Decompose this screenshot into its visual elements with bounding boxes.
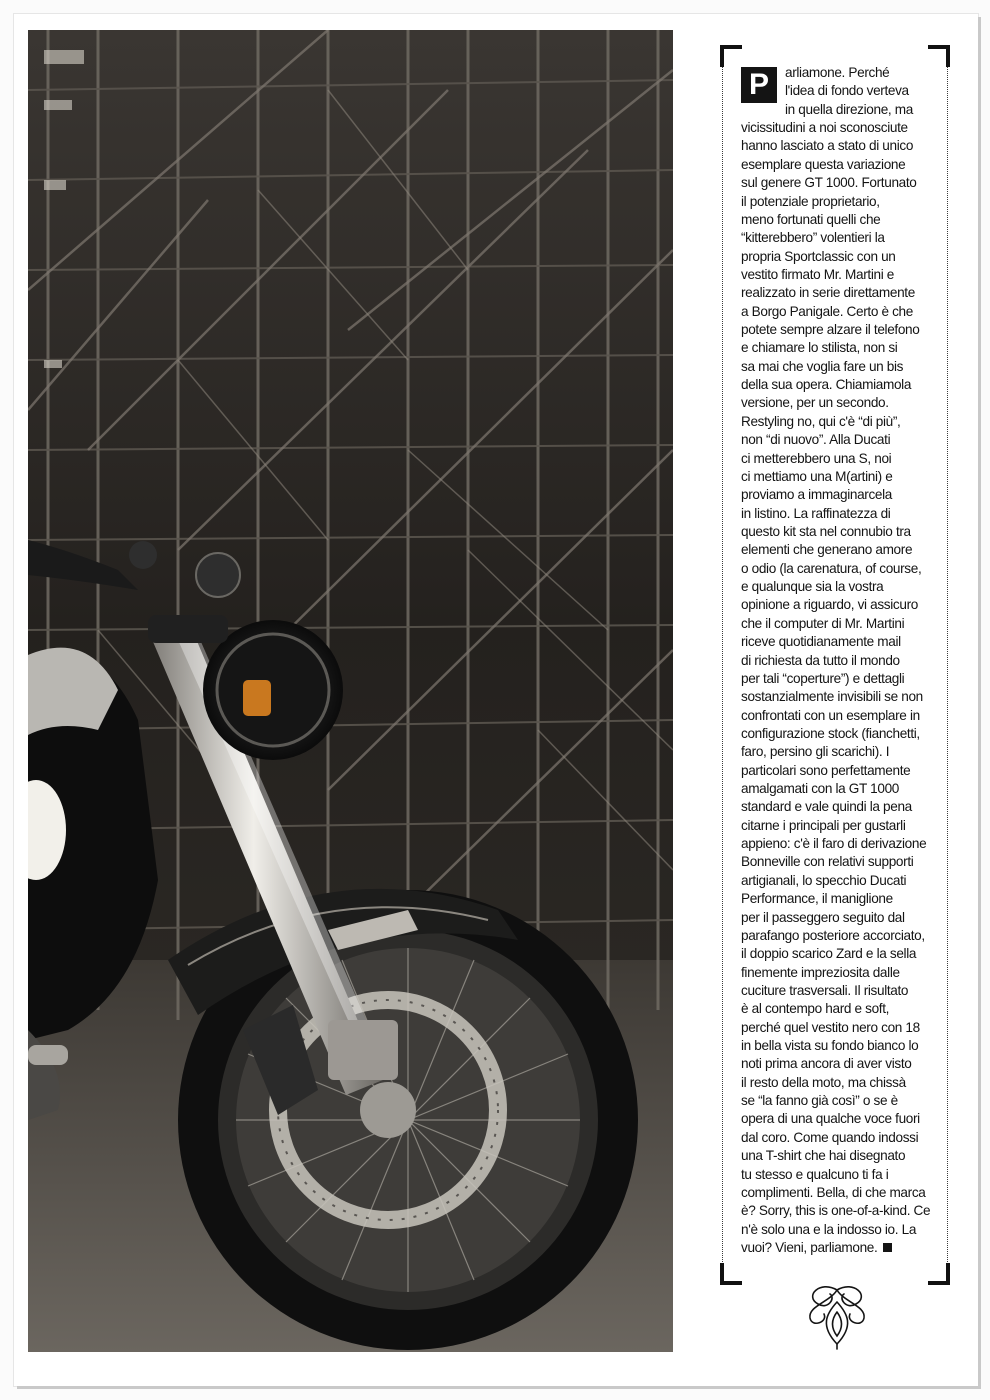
- frame-corner-bottom-right: [928, 1263, 950, 1285]
- article-line: tu stesso e qualcuno ti fa i: [741, 1166, 889, 1182]
- article-line: sa mai che voglia fare un bis: [741, 358, 904, 374]
- article-line: ci metterebbero una S, noi: [741, 450, 892, 466]
- article-line: per il passeggero seguito dal: [741, 909, 905, 925]
- article-last-line-text: vuoi? Vieni, parliamone.: [741, 1240, 878, 1255]
- article-line: potete sempre alzare il telefono: [741, 322, 920, 338]
- article-line: non “di nuovo”. Alla Ducati: [741, 432, 891, 448]
- article-line: in bella vista su fondo bianco lo: [741, 1038, 919, 1054]
- article-line: [741, 1239, 941, 1257]
- article-line: citarne i principali per gustarli: [741, 817, 906, 833]
- article-line: vicissitudini a noi sconosciute: [741, 120, 908, 136]
- article-line: è al contempo hard e soft,: [741, 1001, 890, 1017]
- article-line: questo kit sta nel connubio tra: [741, 523, 911, 539]
- article-line: hanno lasciato a stato di unico: [741, 138, 914, 154]
- article-line: per tali “coperture”) e dettagli: [741, 670, 905, 686]
- article-line: o odio (la carenatura, of course,: [741, 560, 922, 576]
- article-line: artigianali, lo specchio Ducati: [741, 872, 907, 888]
- article-line: particolari sono perfettamente: [741, 762, 911, 778]
- article-line: sul genere GT 1000. Fortunato: [741, 175, 917, 191]
- article-line: realizzato in serie direttamente: [741, 285, 915, 301]
- article-line: amalgamati con la GT 1000: [741, 781, 899, 797]
- drop-cap: P: [741, 67, 777, 103]
- motorcycle-photo: [28, 30, 673, 1352]
- photo-illustration: [28, 30, 673, 1352]
- article-line: faro, persino gli scarichi). I: [741, 744, 890, 760]
- article-line: dal coro. Come quando indossi: [741, 1129, 919, 1145]
- article-line: riceve quotidianamente mail: [741, 634, 901, 650]
- article-line: opinione a riguardo, vi assicuro: [741, 597, 918, 613]
- article-line: opera di una qualche voce fuori: [741, 1111, 920, 1127]
- article-line: “kitterebbero” volentieri la: [741, 230, 885, 246]
- article-line: esemplare questa variazione: [741, 156, 906, 172]
- article-line: se “la fanno già così” o se è: [741, 1093, 898, 1109]
- article-line: che il computer di Mr. Martini: [741, 615, 905, 631]
- article-line: Bonneville con relativi supporti: [741, 854, 914, 870]
- article-line: e qualunque sia la vostra: [741, 579, 884, 595]
- article-column: [722, 48, 948, 1282]
- article-line: confrontati con un esemplare in: [741, 707, 920, 723]
- article-line: ci mettiamo una M(artini) e: [741, 468, 893, 484]
- article-line: meno fortunati quelli che: [741, 211, 881, 227]
- article-line: configurazione stock (fianchetti,: [741, 725, 920, 741]
- article-line: standard e vale quindi la pena: [741, 799, 912, 815]
- magazine-page: [14, 14, 978, 1386]
- end-of-article-square-icon: [883, 1243, 892, 1252]
- article-line: complimenti. Bella, di che marca: [741, 1184, 926, 1200]
- article-line: in listino. La raffinatezza di: [741, 505, 891, 521]
- article-line: cuciture trasversali. Il risultato: [741, 982, 909, 998]
- frame-corner-bottom-left: [720, 1263, 742, 1285]
- article-line: versione, per un secondo.: [741, 395, 889, 411]
- article-line: sostanzialmente invisibili se non: [741, 689, 923, 705]
- article-line: il doppio scarico Zard e la sella: [741, 946, 917, 962]
- article-line: a Borgo Panigale. Certo è che: [741, 303, 913, 319]
- article-line: l'idea di fondo verteva: [785, 83, 909, 99]
- article-line: finemente impreziosita dalle: [741, 964, 900, 980]
- flourish-ornament-icon: [800, 1282, 874, 1350]
- article-line: della sua opera. Chiamiamola: [741, 377, 912, 393]
- article-line: noti prima ancora di aver visto: [741, 1056, 912, 1072]
- article-body: [741, 64, 941, 1257]
- article-line: di richiesta da tutto il mondo: [741, 652, 900, 668]
- article-line: il potenziale proprietario,: [741, 193, 880, 209]
- article-line: proviamo a immaginarcela: [741, 487, 893, 503]
- article-line: il resto della moto, ma chissà: [741, 1074, 906, 1090]
- article-line: parafango posteriore accorciato,: [741, 927, 925, 943]
- article-line: una T-shirt che hai disegnato: [741, 1148, 906, 1164]
- article-line: propria Sportclassic con un: [741, 248, 896, 264]
- article-line: in quella direzione, ma: [785, 101, 913, 117]
- article-line: Performance, il maniglione: [741, 891, 893, 907]
- article-line: appieno: c'è il faro di derivazione: [741, 836, 927, 852]
- article-line: è? Sorry, this is one-of-a-kind. Ce: [741, 1203, 931, 1219]
- article-line: n'è solo una e la indosso io. La: [741, 1221, 917, 1237]
- article-text: [741, 64, 941, 1257]
- article-line: perché quel vestito nero con 18: [741, 1019, 920, 1035]
- article-line: vestito firmato Mr. Martini e: [741, 266, 895, 282]
- frame-corner-top-left: [720, 45, 742, 67]
- article-line: elementi che generano amore: [741, 542, 913, 558]
- article-line: arliamone. Perché: [785, 65, 890, 80]
- article-line: Restyling no, qui c'è “di più”,: [741, 413, 901, 429]
- article-line: e chiamare lo stilista, non si: [741, 340, 898, 356]
